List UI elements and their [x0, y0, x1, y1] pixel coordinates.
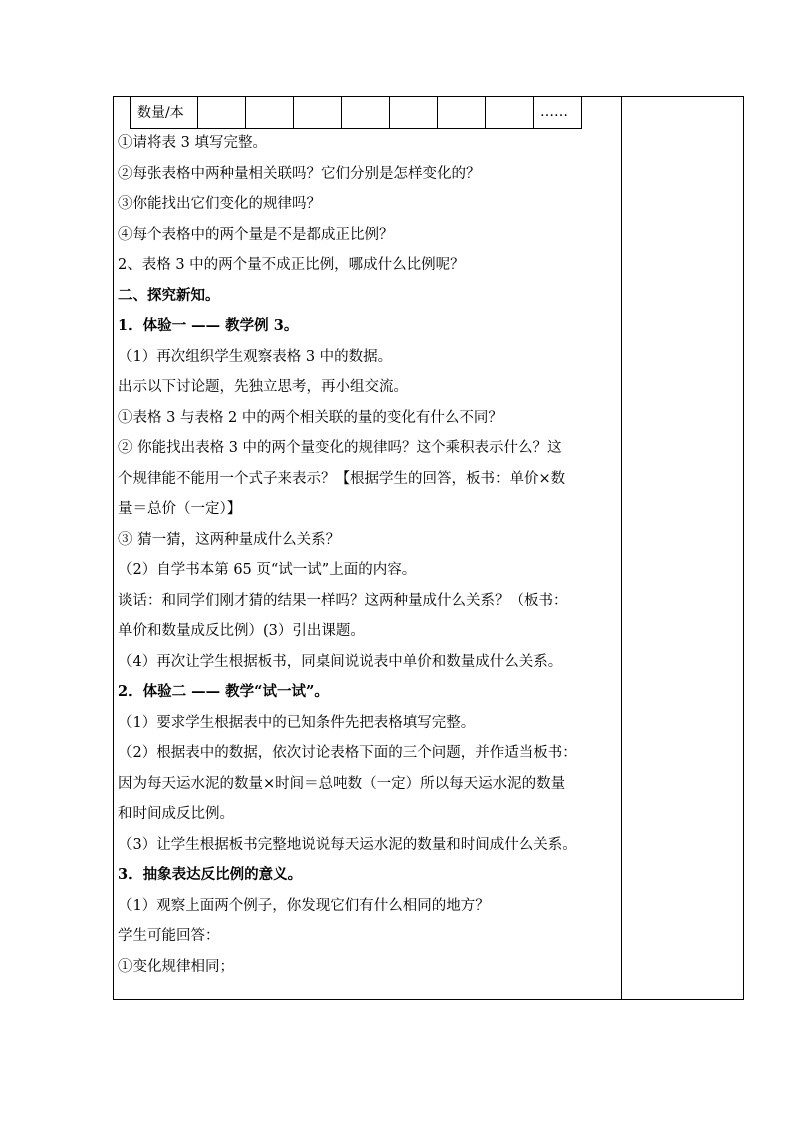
content-line: （1）要求学生根据表中的已知条件先把表格填写完整。	[118, 714, 476, 731]
content-line: ③你能找出它们变化的规律吗？	[118, 196, 321, 212]
content-line: ③ 猜一猜，这两种量成什么关系？	[118, 531, 341, 548]
content-line: （2）自学书本第 65 页“试一试”上面的内容。	[118, 562, 417, 578]
table-row	[131, 97, 582, 128]
content-line: ② 你能找出表格 3 中的两个量变化的规律吗？这个乘积表示什么？这	[118, 440, 562, 456]
ellipsis-cell: ……	[534, 97, 582, 128]
row-header-quantity: 数量/本	[131, 97, 198, 128]
table-cell	[246, 97, 294, 128]
content-line: ①变化规律相同；	[118, 958, 234, 975]
content-line: ②每张表格中两种量相关联吗？它们分别是怎样变化的？	[118, 165, 481, 182]
content-line: ④每个表格中的两个量是不是都成正比例？	[118, 226, 394, 243]
content-line: （4）再次让学生根据板书，同桌间说说表中单价和数量成什么关系。	[118, 653, 563, 670]
content-line: ①表格 3 与表格 2 中的两个相关联的量的变化有什么不同？	[118, 409, 503, 426]
table-cell	[342, 97, 390, 128]
table-cell	[294, 97, 342, 128]
content-line: 个规律能不能用一个式子来表示？【根据学生的回答，板书：单价×数	[118, 470, 566, 487]
content-line: （1）再次组织学生观察表格 3 中的数据。	[118, 348, 393, 365]
content-line: （2）根据表中的数据，依次讨论表格下面的三个问题，并作适当板书：	[118, 745, 577, 761]
lesson-content	[118, 128, 618, 982]
content-line: 谈话：和同学们刚才猜的结果一样吗？这两种量成什么关系？（板书：	[118, 592, 568, 609]
quantity-table	[130, 97, 582, 129]
section-heading: 二、探究新知。	[118, 286, 220, 304]
content-line: 出示以下讨论题，先独立思考，再小组交流。	[118, 379, 408, 395]
content-line: 和时间成反比例。	[118, 806, 234, 822]
content-line: 2、表格 3 中的两个量不成正比例，哪成什么比例呢？	[118, 257, 465, 273]
content-line: 因为每天运水泥的数量×时间＝总吨数（一定）所以每天运水泥的数量	[118, 775, 566, 792]
content-line: ①请将表 3 填写完整。	[118, 135, 267, 151]
section-heading: 1．体验一 —— 教学例 3。	[118, 317, 299, 334]
column-divider	[621, 97, 622, 999]
content-line: 学生可能回答：	[118, 928, 220, 944]
content-line: 单价和数量成反比例）(3）引出课题。	[118, 623, 365, 639]
table-cell	[390, 97, 438, 128]
table-cell	[438, 97, 486, 128]
table-cell	[198, 97, 246, 128]
lesson-plan-table	[113, 96, 744, 1000]
content-line: （3）让学生根据板书完整地说说每天运水泥的数量和时间成什么关系。	[118, 836, 577, 853]
section-heading: 2．体验二 —— 教学“试一试”。	[118, 683, 329, 700]
table-cell	[486, 97, 534, 128]
content-line: （1）观察上面两个例子，你发现它们有什么相同的地方？	[118, 897, 490, 914]
section-heading: 3．抽象表达反比例的意义。	[118, 866, 303, 883]
content-line: 量＝总价（一定）】	[118, 501, 242, 517]
